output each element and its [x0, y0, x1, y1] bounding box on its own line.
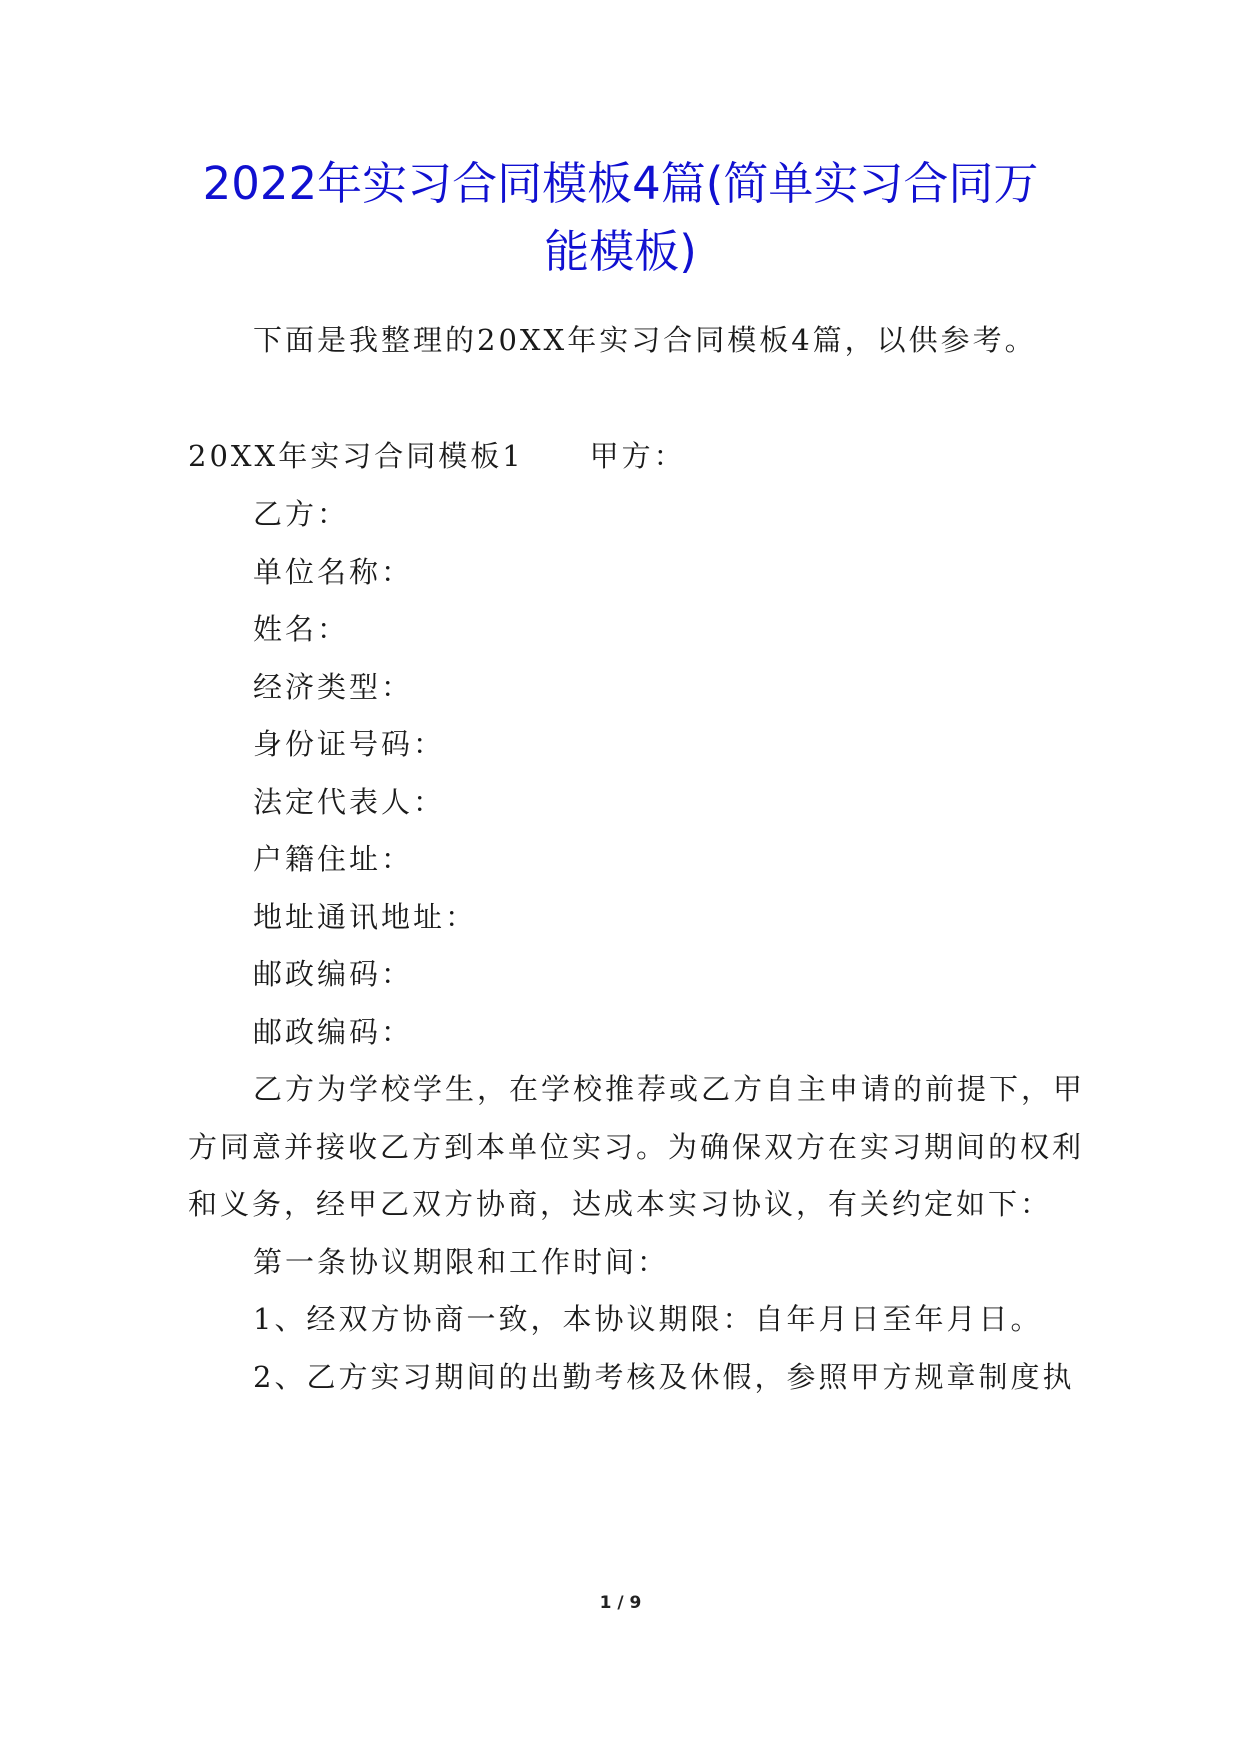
section-heading: 20XX年实习合同模板1: [188, 439, 524, 473]
field-postal-code: 邮政编码：: [253, 957, 414, 991]
field-party-b: 乙方：: [253, 497, 350, 531]
page-number: 1 / 9: [599, 1593, 642, 1613]
field-id-number: 身份证号码：: [253, 727, 446, 761]
article-1-item-2: 2、乙方实习期间的出勤考核及休假，参照甲方规章制度执: [253, 1360, 1075, 1394]
field-economic-type: 经济类型：: [253, 670, 414, 704]
field-postal-code-2: 邮政编码：: [253, 1015, 414, 1049]
title-line-1: 2022年实习合同模板4篇(简单实习合同万: [202, 157, 1039, 210]
field-name: 姓名：: [253, 612, 350, 646]
paragraph-line-1: 乙方为学校学生，在学校推荐或乙方自主申请的前提下，甲: [253, 1072, 1086, 1106]
article-1-item-1: 1、经双方协商一致，本协议期限：自年月日至年月日。: [253, 1302, 1043, 1336]
title-line-2: 能模板): [544, 225, 697, 278]
article-1-heading: 第一条协议期限和工作时间：: [253, 1245, 670, 1279]
field-unit-name: 单位名称：: [253, 555, 414, 589]
section-heading-row: [188, 436, 686, 476]
field-mailing-address: 地址通讯地址：: [253, 900, 478, 934]
paragraph-line-3: 和义务，经甲乙双方协商，达成本实习协议，有关约定如下：: [188, 1187, 1053, 1221]
field-legal-rep: 法定代表人：: [253, 785, 446, 819]
intro-text: 下面是我整理的20XX年实习合同模板4篇，以供参考。: [253, 323, 1037, 357]
paragraph-line-2: 方同意并接收乙方到本单位实习。为确保双方在实习期间的权利: [188, 1130, 1085, 1164]
field-household-address: 户籍住址：: [253, 842, 414, 876]
party-a-label: 甲方：: [589, 439, 686, 473]
document-title: [150, 150, 1091, 286]
